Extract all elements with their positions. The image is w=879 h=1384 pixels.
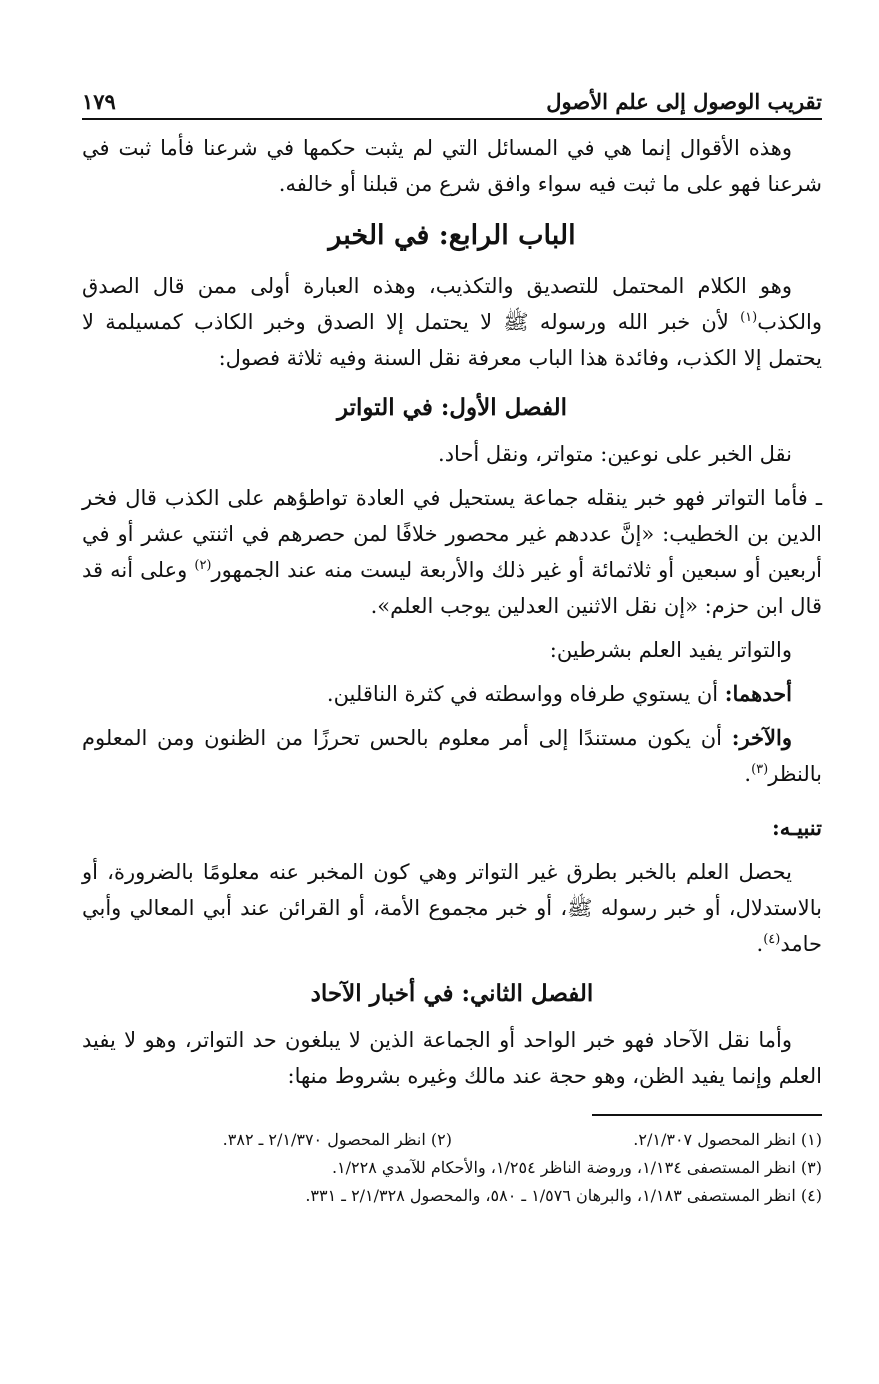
page-header <box>82 78 822 120</box>
note-paragraph <box>82 854 822 962</box>
condition-1-label: أحدهما: <box>724 681 792 706</box>
definition-paragraph <box>82 268 822 376</box>
section2-paragraph-1: وأما نقل الآحاد فهو خبر الواحد أو الجماعة الذين لا يبلغون حد التواتر، وهو لا يفيد العلم وإنما يفيد الظن، وهو حجة عند مالك وغيره بشروط منها: <box>82 1028 822 1088</box>
note-heading: تنبيـه: <box>771 815 822 840</box>
condition-2-label: والآخر: <box>731 725 792 750</box>
page-body <box>82 130 822 1094</box>
section-title-mutawatir: الفصل الأول: في التواتر <box>336 394 568 421</box>
footnote-ref-1: (١) <box>740 310 758 325</box>
section1-paragraph-2-text-a: ـ فأما التواتر فهو خبر ينقله جماعة يستحيل في العادة تواطؤهم على الكذب قال فخر الدين بن الخطيب: «إنَّ عددهم غير محصور خلافًا لمن حصرهم في اثنتي عشر أو في أربعين أو سبعين أو ثلاثمائة أو غير ذلك والأربعة ليست منه عند الجمهور <box>82 486 822 582</box>
running-title: تقريب الوصول إلى علم الأصول <box>546 89 822 114</box>
footnote-ref-4: (٤) <box>763 932 781 947</box>
footnote-2: (٢) انظر المحصول ٢/١/٣٧٠ ـ ٣٨٢. <box>222 1130 452 1149</box>
note-text: يحصل العلم بالخبر بطرق غير التواتر وهي كون المخبر عنه معلومًا بالضرورة، أو بالاستدلال، أو خبر رسوله ﷺ، أو خبر مجموع الأمة، أو القرائن عند أبي المعالي وأبي حامد <box>82 860 822 956</box>
chapter-title: الباب الرابع: في الخبر <box>328 220 576 251</box>
footnote-divider <box>592 1114 822 1116</box>
definition-text-a: وهو الكلام المحتمل للتصديق والتكذيب، وهذه العبارة أولى ممن قال الصدق والكذب <box>82 274 822 334</box>
intro-paragraph: وهذه الأقوال إنما هي في المسائل التي لم يثبت حكمها في شرعنا فأما ثبت في شرعنا فهو على ما ثبت فيه سواء وافق شرع من قبلنا أو خالفه. <box>82 136 822 196</box>
definition-text-b: لأن خبر الله ورسوله ﷺ لا يحتمل إلا الصدق وخبر الكاذب كمسيلمة لا يحتمل إلا الكذب، وفائدة هذا الباب معرفة نقل السنة وفيه ثلاثة فصول: <box>82 310 822 370</box>
footnote-row-1 <box>82 1126 822 1154</box>
section1-paragraph-3: والتواتر يفيد العلم بشرطين: <box>549 638 792 662</box>
section1-paragraph-2 <box>82 480 822 624</box>
section-title-ahad: الفصل الثاني: في أخبار الآحاد <box>310 980 594 1007</box>
note-end: . <box>756 932 764 956</box>
footnote-ref-2: (٢) <box>194 558 212 573</box>
footnote-3: (٣) انظر المستصفى ١/١٣٤، وروضة الناظر ١/٢٥٤، والأحكام للآمدي ١/٢٢٨. <box>331 1158 822 1177</box>
section1-paragraph-1: نقل الخبر على نوعين: متواتر، ونقل أحاد. <box>438 442 792 466</box>
book-page <box>82 78 822 1210</box>
condition-1 <box>82 676 822 712</box>
condition-2-text: أن يكون مستندًا إلى أمر معلوم بالحس تحرزًا من الظنون ومن المعلوم بالنظر <box>82 726 822 786</box>
condition-2-end: . <box>744 762 752 786</box>
footnote-1: (١) انظر المحصول ٢/١/٣٠٧. <box>633 1130 822 1149</box>
footnote-4: (٤) انظر المستصفى ١/١٨٣، والبرهان ١/٥٧٦ ـ ٥٨٠، والمحصول ٢/١/٣٢٨ ـ ٣٣١. <box>305 1186 822 1205</box>
condition-1-text: أن يستوي طرفاه وواسطته في كثرة الناقلين. <box>326 682 725 706</box>
condition-2 <box>82 720 822 792</box>
footnotes <box>82 1126 822 1210</box>
section1-paragraph-2-text-b: وعلى أنه قد قال ابن حزم: «إن نقل الاثنين العدلين يوجب العلم». <box>82 558 822 618</box>
footnote-ref-3: (٣) <box>751 762 769 777</box>
page-number: ١٧٩ <box>82 89 116 114</box>
